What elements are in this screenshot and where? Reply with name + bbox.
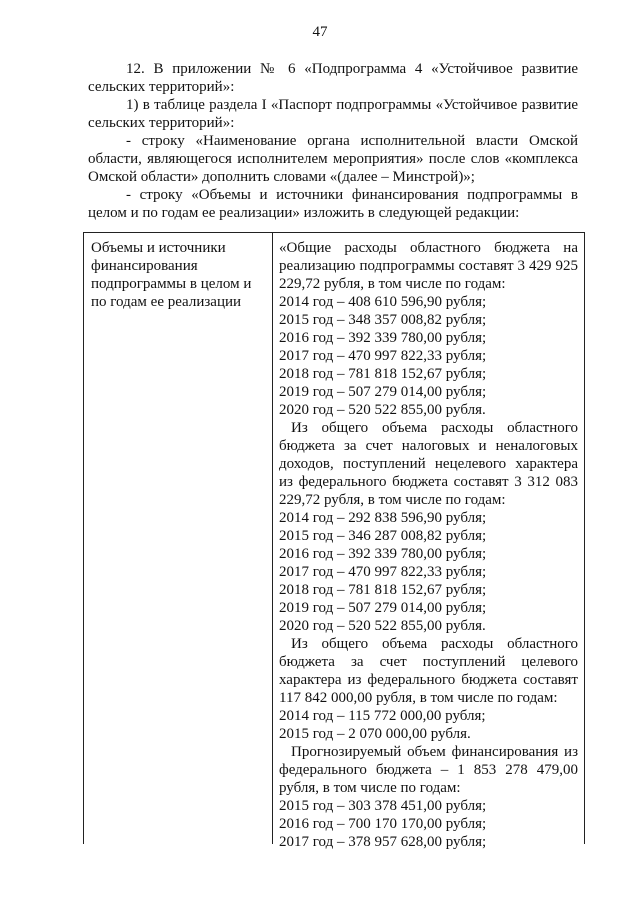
total-year-item: 2015 год – 348 357 008,82 рубля; [279,312,487,328]
total-year-item: 2018 год – 781 818 152,67 рубля; [279,366,487,382]
total-year-item: 2017 год – 470 997 822,33 рубля; [279,348,487,364]
total-year-item: 2020 год – 520 522 855,00 рубля. [279,402,486,418]
total-year-item: 2014 год – 408 610 596,90 рубля; [279,294,487,310]
tax-year-item: 2020 год – 520 522 855,00 рубля. [279,618,486,634]
tax-year-item: 2015 год – 346 287 008,82 рубля; [279,528,487,544]
total-year-item: 2016 год – 392 339 780,00 рубля; [279,330,487,346]
tax-revenue-intro: Из общего объема расходы областного бюджета за счет налоговых и неналоговых доходов, поступлений нецелевого характера из федерального бюджета составят 3 312 083 229,72 рубля, в том числе по годам: [279,420,578,508]
federal-year-item: 2016 год – 700 170 170,00 рубля; [279,816,487,832]
targeted-year-item: 2015 год – 2 070 000,00 рубля. [279,726,471,742]
targeted-revenue-intro: Из общего объема расходы областного бюджета за счет поступлений целевого характера из федерального бюджета составят 117 842 000,00 рубля, в том числе по годам: [279,636,578,706]
intro-paragraph-item-12: 12. В приложении № 6 «Подпрограмма 4 «Устойчивое развитие сельских территорий»: [88,61,578,95]
tax-year-item: 2018 год – 781 818 152,67 рубля; [279,582,487,598]
intro-text [88,60,578,222]
passport-table [83,232,585,850]
total-expenses-intro: «Общие расходы областного бюджета на реализацию подпрограммы составят 3 429 925 229,72 рубля, в том числе по годам: [279,240,578,292]
table-row-value-cell [273,233,584,850]
federal-forecast-intro: Прогнозируемый объем финансирования из федерального бюджета – 1 853 278 479,00 рубля, в том числе по годам: [279,744,578,796]
targeted-year-item: 2014 год – 115 772 000,00 рубля; [279,708,486,724]
tax-year-item: 2019 год – 507 279 014,00 рубля; [279,600,487,616]
total-year-item: 2019 год – 507 279 014,00 рубля; [279,384,487,400]
tax-year-item: 2014 год – 292 838 596,90 рубля; [279,510,487,526]
page-number: 47 [312,24,328,40]
tax-year-item: 2016 год – 392 339 780,00 рубля; [279,546,487,562]
table-row-label-cell [84,233,273,844]
tax-year-item: 2017 год – 470 997 822,33 рубля; [279,564,487,580]
federal-year-item: 2015 год – 303 378 451,00 рубля; [279,798,487,814]
intro-paragraph-funding-row: - строку «Объемы и источники финансирования подпрограммы в целом и по годам ее реализации» изложить в следующей редакции: [88,187,578,221]
intro-paragraph-executor-row: - строку «Наименование органа исполнительной власти Омской области, являющегося исполнителем мероприятия» после слов «комплекса Омской области» дополнить словами «(далее – Минстрой)»; [88,133,578,185]
funding-row-label: Объемы и источники финансирования подпрограммы в целом и по годам ее реализации [91,240,252,310]
intro-paragraph-table-section: 1) в таблице раздела I «Паспорт подпрограммы «Устойчивое развитие сельских территорий»: [88,97,578,131]
federal-year-item: 2017 год – 378 957 628,00 рубля; [279,834,487,850]
